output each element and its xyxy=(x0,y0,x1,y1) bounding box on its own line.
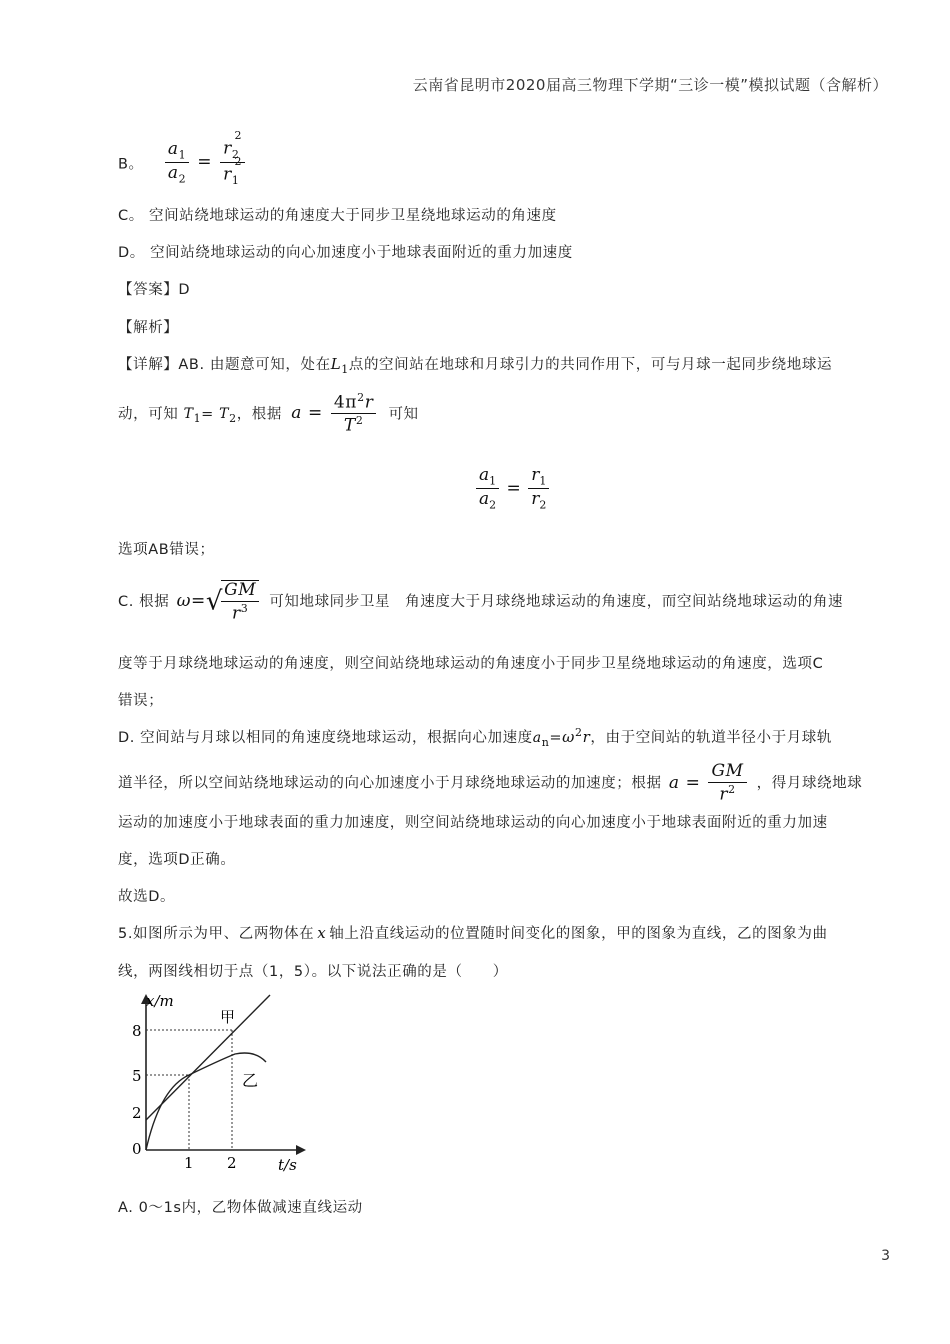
option-b-formula: $\frac{a_1}{a_2}$ = $\frac{r_2^2}{r_1^2}$ xyxy=(163,152,247,172)
conclusion: 故选D。 xyxy=(118,889,176,905)
answer: 【答案】D xyxy=(118,282,191,298)
omega-formula: ω=√ $\frac{GM}{r^3}$ xyxy=(177,591,268,611)
option-a: A. 0～1s内，乙物体做减速直线运动 xyxy=(118,1200,363,1216)
y-tick-2: 2 xyxy=(132,1104,142,1122)
page-header: 云南省昆明市2020届高三物理下学期“三诊一模”模拟试题（含解析） xyxy=(412,76,888,94)
d-line-3: 运动的加速度小于地球表面的重力加速度，则空间站绕地球运动的向心加速度小于地球表面附近的重力加速 xyxy=(118,815,828,831)
line-jia xyxy=(146,995,270,1120)
xt-graph xyxy=(120,990,310,1180)
y-tick-8: 8 xyxy=(132,1022,142,1040)
y-tick-0: 0 xyxy=(132,1140,142,1158)
page-number: 3 xyxy=(881,1248,890,1264)
y-tick-5: 5 xyxy=(132,1067,142,1085)
option-b-label: B。 xyxy=(118,156,144,173)
c-line-3: 错误； xyxy=(118,693,164,709)
ab-wrong: 选项AB错误； xyxy=(118,542,215,558)
d-line-4: 度，选项D正确。 xyxy=(118,852,236,868)
question-5-line-2: 线，两图线相切于点（1，5）。以下说法正确的是（ ） xyxy=(118,964,508,980)
c-line-2: 度等于月球绕地球运动的角速度，则空间站绕地球运动的角速度小于同步卫星绕地球运动的角速度，选项C xyxy=(118,656,824,672)
ratio-formula: $\frac{a_1}{a_2}$ = $\frac{r_1}{r_2}$ xyxy=(474,466,551,512)
c-line-1: C. 根据 ω=√ $\frac{GM}{r^3}$ 可知地球同步卫星 角速度大于月球绕地球运动的角速度，而空间站绕地球运动的角速 xyxy=(118,580,844,624)
option-d: D。 空间站绕地球运动的向心加速度小于地球表面附近的重力加速度 xyxy=(118,245,573,261)
x-axis-arrow xyxy=(296,1145,306,1155)
detail-line-1: 【详解】AB. 由题意可知，处在$L_1$点的空间站在地球和月球引力的共同作用下，可与月球一起同步绕地球运 xyxy=(118,355,833,376)
label-jia: 甲 xyxy=(220,1008,236,1026)
option-b xyxy=(118,129,247,188)
centripetal-formula: a = $\frac{4\pi^2r}{T^2}$ xyxy=(291,403,384,423)
d-line-2: 道半径，所以空间站绕地球运动的向心加速度小于月球绕地球运动的加速度；根据 a = $\frac{GM}{r^2}$ ，得月球绕地球 xyxy=(118,761,863,805)
analysis-heading: 【解析】 xyxy=(118,320,179,336)
x-tick-1: 1 xyxy=(184,1154,194,1172)
option-c: C。 空间站绕地球运动的角速度大于同步卫星绕地球运动的角速度 xyxy=(118,208,557,224)
y-axis-label: x/m xyxy=(146,992,174,1010)
question-5-line-1: 5.如图所示为甲、乙两物体在 x 轴上沿直线运动的位置随时间变化的图象，甲的图象为直线，乙的图象为曲 xyxy=(118,924,828,942)
detail-line-2: 动，可知 $T_1= T_2$，根据 a = $\frac{4\pi^2r}{T^2}$ 可知 xyxy=(118,391,419,436)
d-line-1: D. 空间站与月球以相同的角速度绕地球运动，根据向心加速度$a_n=\omega^2r$，由于空间站的轨道半径小于月球轨 xyxy=(118,726,833,749)
gravity-formula: a = $\frac{GM}{r^2}$ xyxy=(669,773,755,793)
x-axis-label: t/s xyxy=(278,1156,297,1174)
x-tick-2: 2 xyxy=(227,1154,237,1172)
label-yi: 乙 xyxy=(242,1071,259,1090)
